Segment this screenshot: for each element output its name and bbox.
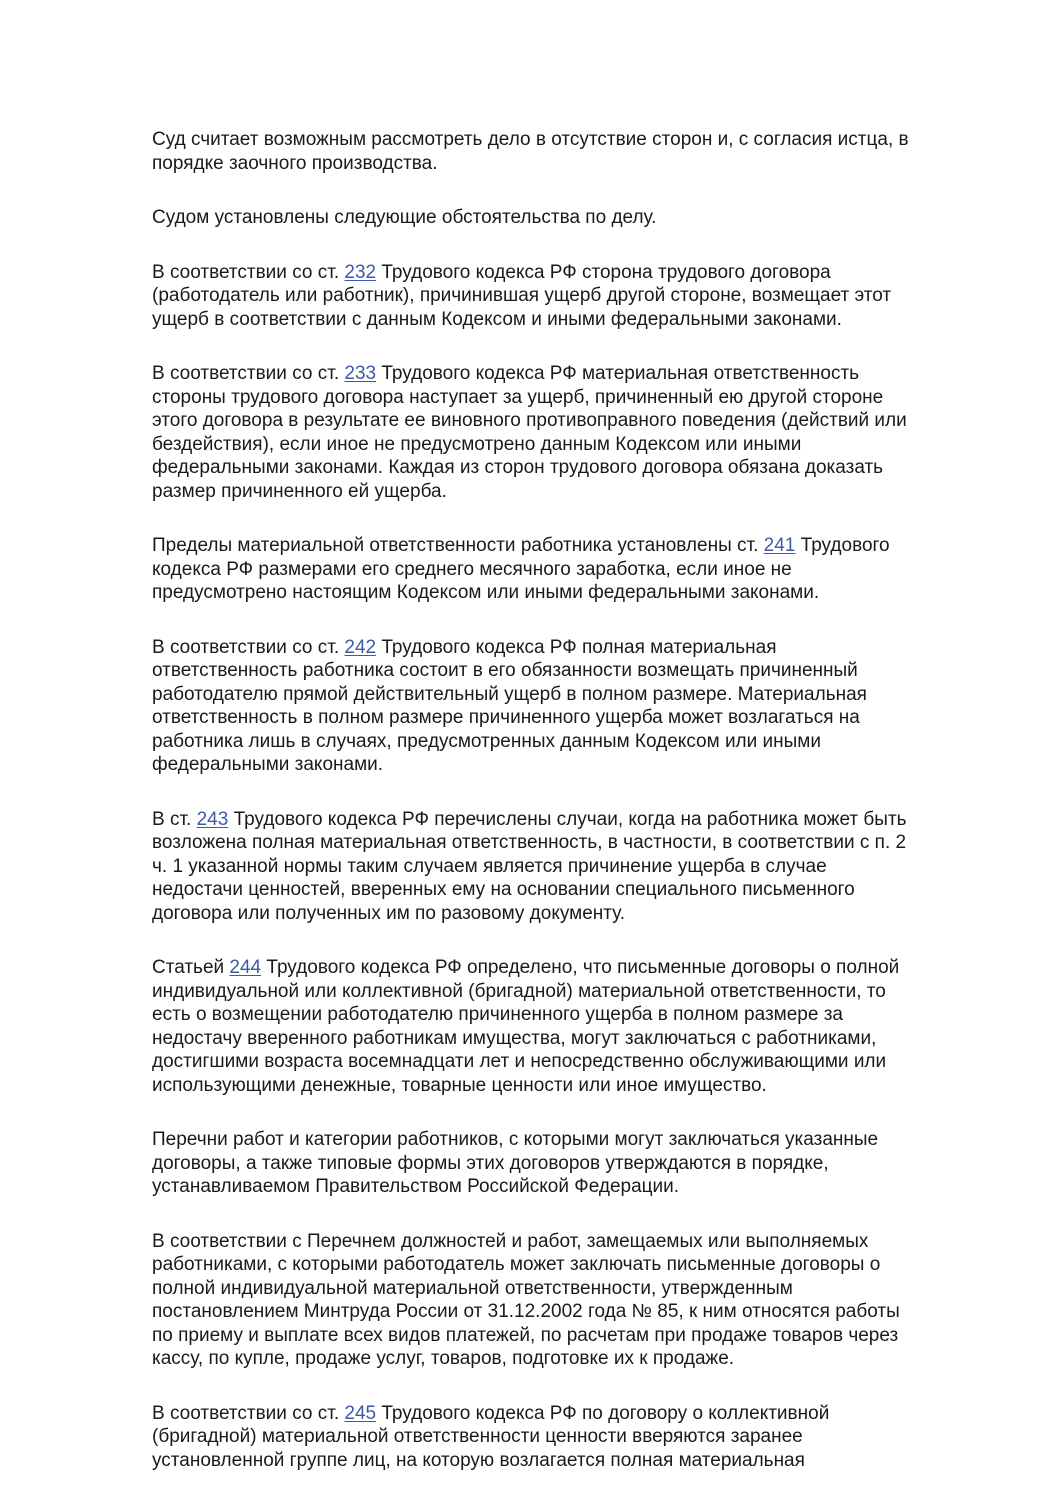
paragraph bbox=[152, 1230, 982, 1371]
text-line bbox=[152, 1277, 982, 1301]
text-segment: В соответствии со ст. bbox=[152, 363, 345, 384]
text-line bbox=[152, 308, 982, 332]
text-segment: размер причиненного ей ущерба. bbox=[152, 480, 447, 502]
text-line bbox=[152, 581, 982, 605]
text-line bbox=[152, 636, 982, 660]
text-segment: установленной группе лиц, на которую возлагается полная материальная bbox=[152, 1449, 805, 1471]
paragraph bbox=[152, 808, 982, 926]
text-line bbox=[152, 261, 982, 285]
text-segment: Трудового кодекса РФ по договору о коллективной bbox=[376, 1402, 830, 1424]
document-page bbox=[152, 128, 982, 1503]
paragraph bbox=[152, 128, 982, 175]
text-segment: Трудового кодекса РФ материальная ответственность bbox=[376, 363, 860, 384]
article-link[interactable]: 245 bbox=[344, 1402, 377, 1424]
text-line bbox=[152, 284, 982, 308]
text-segment: Трудового кодекса РФ полная материальная bbox=[376, 636, 777, 658]
text-line bbox=[152, 1152, 982, 1176]
text-line bbox=[152, 706, 982, 730]
text-segment: Перечни работ и категории работников, с которыми могут заключаться указанные bbox=[152, 1129, 879, 1150]
article-link[interactable]: 233 bbox=[344, 363, 377, 384]
paragraph bbox=[152, 1128, 982, 1199]
text-segment: недостачу вверенного работникам имущества, могут заключаться с работниками, bbox=[152, 1027, 877, 1049]
paragraph bbox=[152, 534, 982, 605]
paragraph bbox=[152, 362, 982, 503]
text-line bbox=[152, 534, 982, 558]
text-line bbox=[152, 808, 982, 832]
text-segment: ответственность работника состоит в его обязанности возмещать причиненный bbox=[152, 660, 858, 681]
text-segment: индивидуальной или коллективной (бригадной) материальной ответственности, то bbox=[152, 980, 886, 1002]
text-segment: бездействия), если иное не предусмотрено данным Кодексом или иными bbox=[152, 433, 802, 455]
text-line bbox=[152, 1324, 982, 1348]
text-line bbox=[152, 855, 982, 879]
text-segment: работодателю прямой действительный ущерб в полном размере. Материальная bbox=[152, 683, 867, 705]
text-segment: работниками, с которыми работодатель может заключать письменные договоры о bbox=[152, 1254, 881, 1275]
paragraph bbox=[152, 261, 982, 332]
text-segment: кассу, по купле, продаже услуг, товаров, подготовке их к продаже. bbox=[152, 1348, 735, 1369]
text-line bbox=[152, 480, 982, 504]
text-segment: ответственность в полном размере причиненного ущерба может возлагаться на bbox=[152, 707, 860, 728]
paragraph bbox=[152, 1402, 982, 1473]
text-line bbox=[152, 878, 982, 902]
text-line bbox=[152, 206, 982, 230]
text-line bbox=[152, 1425, 982, 1449]
text-segment: Судом установлены следующие обстоятельства по делу. bbox=[152, 207, 657, 228]
text-segment: недостачи ценностей, вверенных ему на основании специального письменного bbox=[152, 879, 855, 900]
text-line bbox=[152, 1253, 982, 1277]
paragraph bbox=[152, 206, 982, 230]
text-line bbox=[152, 1300, 982, 1324]
text-segment: использующими денежные, товарные ценности или иное имущество. bbox=[152, 1074, 767, 1096]
text-line bbox=[152, 1074, 982, 1098]
text-line bbox=[152, 558, 982, 582]
text-segment: Пределы материальной ответственности работника установлены ст. bbox=[152, 535, 764, 556]
text-line bbox=[152, 956, 982, 980]
text-line bbox=[152, 1230, 982, 1254]
text-line bbox=[152, 128, 982, 152]
text-segment: Трудового кодекса РФ сторона трудового договора bbox=[376, 261, 831, 283]
text-segment: (работодатель или работник), причинившая ущерб другой стороне, возмещает этот bbox=[152, 285, 892, 306]
text-segment: договоры, а также типовые формы этих договоров утверждаются в порядке, bbox=[152, 1152, 829, 1174]
text-segment: Трудового кодекса РФ определено, что письменные договоры о полной bbox=[261, 957, 900, 978]
paragraph bbox=[152, 956, 982, 1097]
text-line bbox=[152, 753, 982, 777]
text-line bbox=[152, 831, 982, 855]
text-line bbox=[152, 683, 982, 707]
text-segment: по приему и выплате всех видов платежей, по расчетам при продаже товаров через bbox=[152, 1324, 899, 1346]
text-segment: В соответствии со ст. bbox=[152, 261, 345, 283]
article-link[interactable]: 242 bbox=[344, 636, 377, 658]
text-line bbox=[152, 730, 982, 754]
paragraph bbox=[152, 636, 982, 777]
text-segment: федеральными законами. bbox=[152, 754, 384, 775]
text-line bbox=[152, 386, 982, 410]
text-segment: В соответствии со ст. bbox=[152, 1402, 345, 1424]
article-link[interactable]: 232 bbox=[344, 261, 377, 283]
article-link[interactable]: 243 bbox=[196, 808, 229, 830]
text-line bbox=[152, 1175, 982, 1199]
text-segment: ч. 1 указанной нормы таким случаем является причинение ущерба в случае bbox=[152, 855, 827, 877]
text-segment: постановлением Минтруда России от 31.12.2002 года № 85, к ним относятся работы bbox=[152, 1301, 900, 1322]
text-line bbox=[152, 1003, 982, 1027]
text-segment: возложена полная материальная ответственность, в частности, в соответствии с п. 2 bbox=[152, 832, 907, 853]
text-line bbox=[152, 433, 982, 457]
text-segment: В соответствии с Перечнем должностей и работ, замещаемых или выполняемых bbox=[152, 1230, 869, 1252]
text-line bbox=[152, 1347, 982, 1371]
text-segment: Трудового кодекса РФ перечислены случаи, когда на работника может быть bbox=[228, 808, 907, 830]
text-segment: кодекса РФ размерами его среднего месячного заработка, если иное не bbox=[152, 558, 792, 580]
article-link[interactable]: 244 bbox=[229, 957, 262, 978]
text-segment: стороны трудового договора наступает за ущерб, причиненный ею другой стороне bbox=[152, 386, 884, 408]
text-segment: В соответствии со ст. bbox=[152, 636, 345, 658]
article-link[interactable]: 241 bbox=[763, 535, 796, 556]
text-line bbox=[152, 152, 982, 176]
text-line bbox=[152, 1128, 982, 1152]
text-segment: федеральными законами. Каждая из сторон трудового договора обязана доказать bbox=[152, 457, 884, 478]
text-segment: ущерб в соответствии с данным Кодексом и иными федеральными законами. bbox=[152, 308, 842, 330]
text-line bbox=[152, 409, 982, 433]
text-line bbox=[152, 980, 982, 1004]
text-line bbox=[152, 456, 982, 480]
text-segment: устанавливаемом Правительством Российской Федерации. bbox=[152, 1176, 680, 1197]
text-segment: предусмотрено настоящим Кодексом или иными федеральными законами. bbox=[152, 582, 820, 603]
text-segment: Суд считает возможным рассмотреть дело в отсутствие сторон и, с согласия истца, в bbox=[152, 129, 909, 150]
text-line bbox=[152, 1027, 982, 1051]
text-segment: Трудового bbox=[795, 535, 890, 556]
text-line bbox=[152, 1402, 982, 1426]
text-line bbox=[152, 362, 982, 386]
text-segment: Статьей bbox=[152, 957, 230, 978]
text-segment: этого договора в результате ее виновного противоправного поведения (действий или bbox=[152, 410, 907, 431]
text-segment: порядке заочного производства. bbox=[152, 152, 438, 174]
text-segment: (бригадной) материальной ответственности ценности вверяются заранее bbox=[152, 1426, 803, 1447]
text-segment: договора или полученных им по разовому документу. bbox=[152, 902, 626, 924]
text-segment: есть о возмещении работодателю причиненного ущерба в полном размере за bbox=[152, 1004, 843, 1025]
text-line bbox=[152, 659, 982, 683]
text-line bbox=[152, 1449, 982, 1473]
text-segment: полной индивидуальной материальной ответственности, утвержденным bbox=[152, 1277, 793, 1299]
text-line bbox=[152, 1050, 982, 1074]
text-segment: В ст. bbox=[152, 808, 197, 830]
text-segment: достигшими возраста восемнадцати лет и непосредственно обслуживающими или bbox=[152, 1051, 887, 1072]
text-line bbox=[152, 902, 982, 926]
text-segment: работника лишь в случаях, предусмотренных данным Кодексом или иными bbox=[152, 730, 821, 752]
